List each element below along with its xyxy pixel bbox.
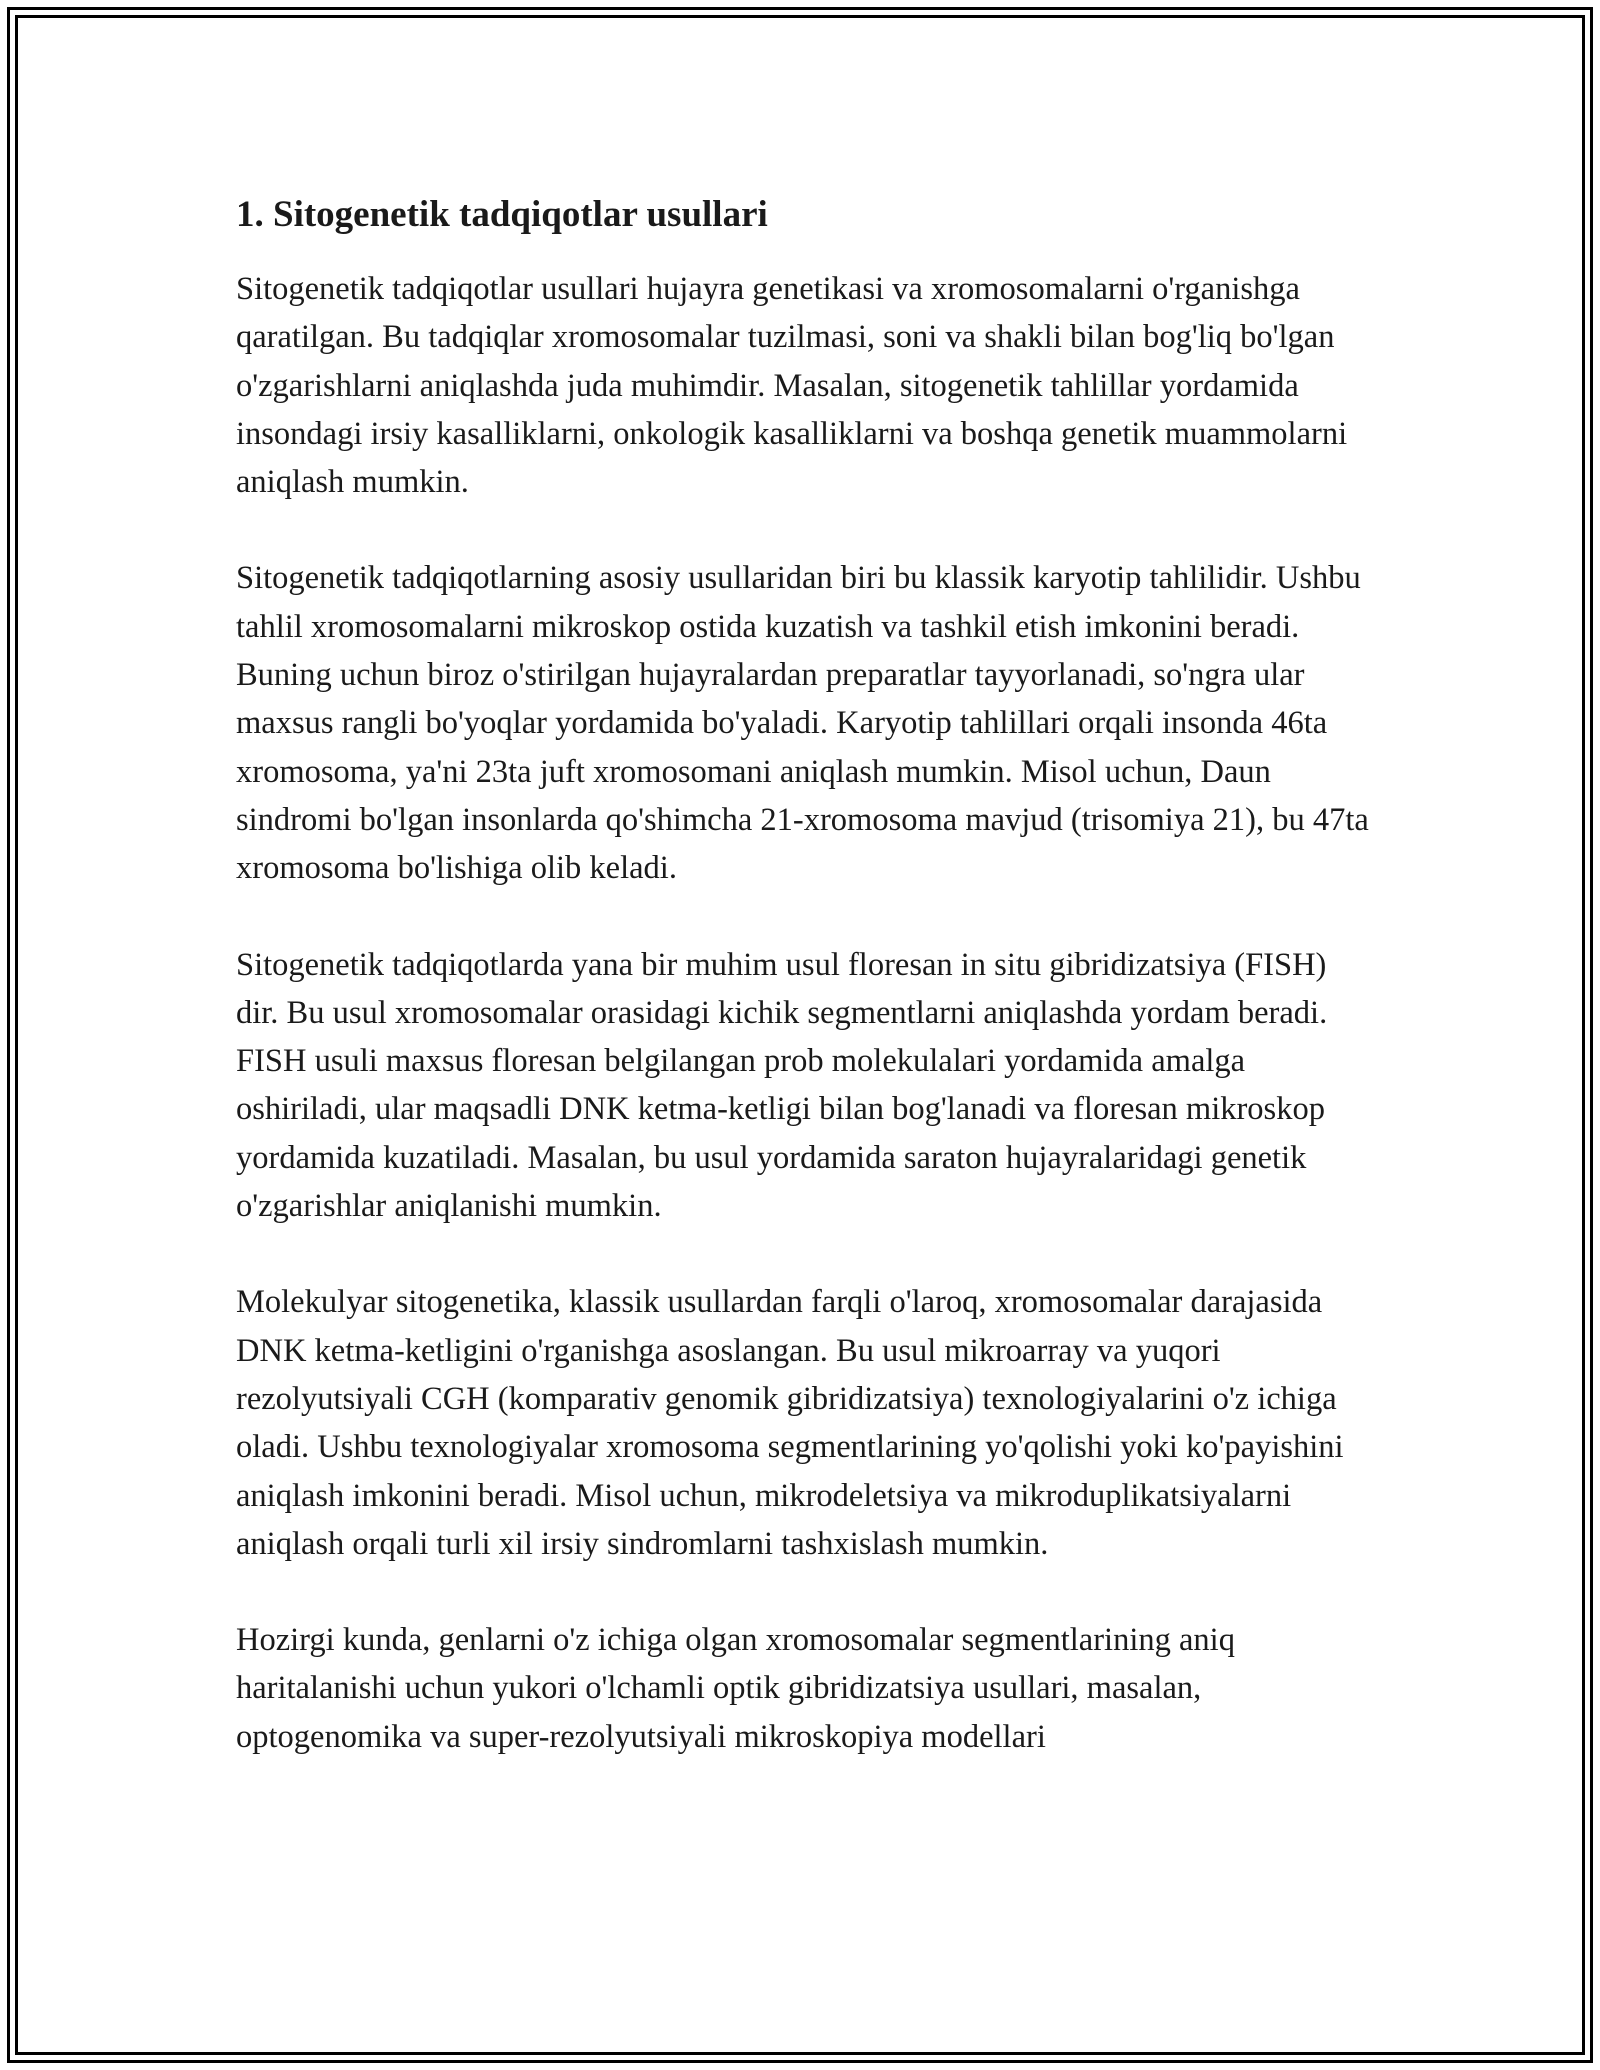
- document-body: [236, 187, 1376, 1761]
- section-heading: 1. Sitogenetik tadqiqotlar usullari: [236, 194, 768, 235]
- paragraph-intro: Sitogenetik tadqiqotlar usullari hujayra genetikasi va xromosomalarni o'rganishga qaratilgan. Bu tadqiqlar xromosomalar tuzilmasi, soni va shakli bilan bog'liq bo'lgan o'zgarishlarni aniqlashda juda muhimdir. Masalan, sitogenetik tahlillar yordamida insondagi irsiy kasalliklarni, onkologik kasalliklarni va boshqa genetik muammolarni aniqlash mumkin.: [236, 271, 1348, 501]
- paragraph-modern: Hozirgi kunda, genlarni o'z ichiga olgan xromosomalar segmentlarining aniq haritalanishi uchun yukori o'lchamli optik gibridizatsiya usullari, masalan, optogenomika va super-rezolyutsiyali mikroskopiya modellari: [236, 1622, 1235, 1755]
- paragraph-karyotype: Sitogenetik tadqiqotlarning asosiy usullaridan biri bu klassik karyotip tahlilidir. Ushbu tahlil xromosomalarni mikroskop ostida kuzatish va tashkil etish imkonini beradi. Buning uchun biroz o'stirilgan hujayralardan preparatlar tayyorlanadi, so'ngra ular maxsus rangli bo'yoqlar yordamida bo'yaladi. Karyotip tahlillari orqali insonda 46ta xromosoma, ya'ni 23ta juft xromosomani aniqlash mumkin. Misol uchun, Daun sindromi bo'lgan insonlarda qo'shimcha 21-xromosoma mavjud (trisomiya 21), bu 47ta xromosoma bo'lishiga olib keladi.: [236, 560, 1369, 887]
- paragraph-molecular: Molekulyar sitogenetika, klassik usullardan farqli o'laroq, xromosomalar darajasida DNK ketma-ketligini o'rganishga asoslangan. Bu usul mikroarray va yuqori rezolyutsiyali CGH (komparativ genomik gibridizatsiya) texnologiyalarini o'z ichiga oladi. Ushbu texnologiyalar xromosoma segmentlarining yo'qolishi yoki ko'payishini aniqlash imkonini beradi. Misol uchun, mikrodeletsiya va mikroduplikatsiyalarni aniqlash orqali turli xil irsiy sindromlarni tashxislash mumkin.: [236, 1284, 1344, 1562]
- paragraph-fish: Sitogenetik tadqiqotlarda yana bir muhim usul floresan in situ gibridizatsiya (FISH) dir. Bu usul xromosomalar orasidagi kichik segmentlarni aniqlashda yordam beradi. FISH usuli maxsus floresan belgilangan prob molekulalari yordamida amalga oshiriladi, ular maqsadli DNK ketma-ketligi bilan bog'lanadi va floresan mikroskop yordamida kuzatiladi. Masalan, bu usul yordamida saraton hujayralaridagi genetik o'zgarishlar aniqlanishi mumkin.: [236, 946, 1328, 1225]
